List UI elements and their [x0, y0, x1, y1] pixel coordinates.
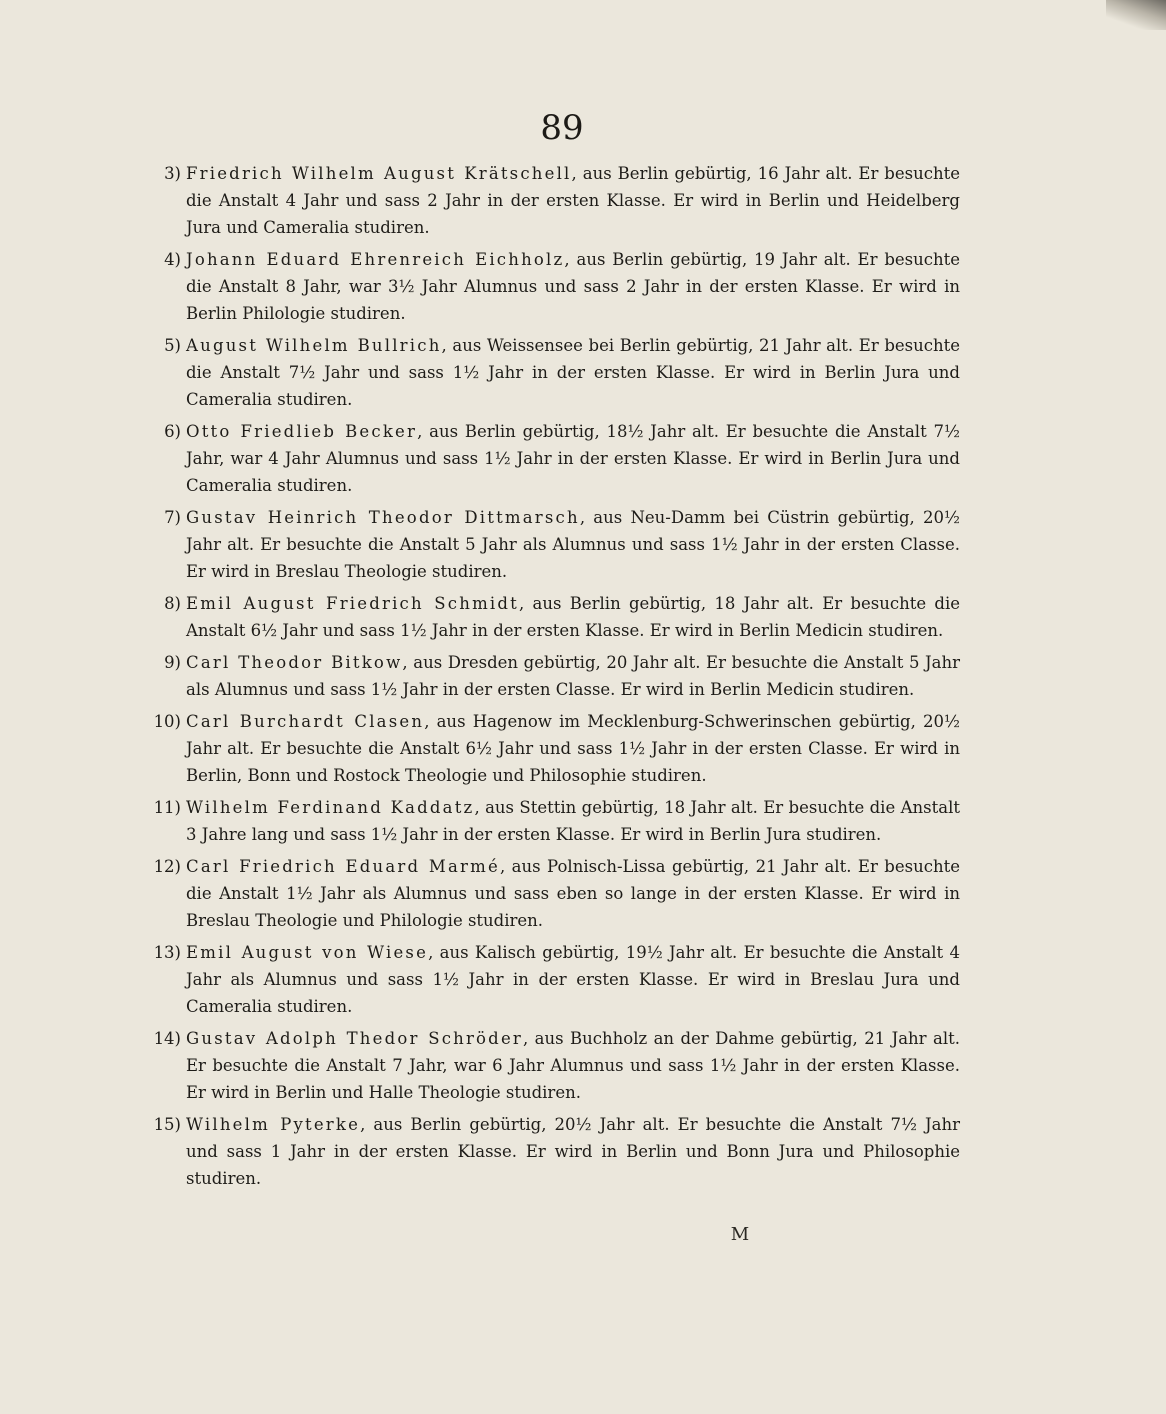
entry-text: , aus Neu-Damm bei Cüstrin gebürtig, 20½ Jahr alt. Er besuchte die Anstalt 5 Jahr als Alumnus und sass 1½ Jahr in der ersten Classe. Er wird in Breslau Theologie studiren. [186, 508, 960, 581]
list-item [145, 649, 960, 703]
entry-text: , aus Berlin gebürtig, 19 Jahr alt. Er besuchte die Anstalt 8 Jahr, war 3½ Jahr Alumnus und sass 2 Jahr in der ersten Klasse. Er wird in Berlin Philologie studiren. [186, 250, 961, 323]
entry-number: 15) [153, 1115, 181, 1134]
entry-number: 10) [153, 712, 181, 731]
entry-text: , aus Kalisch gebürtig, 19½ Jahr alt. Er besuchte die Anstalt 4 Jahr als Alumnus und sass 1½ Jahr in der ersten Klasse. Er wird in Breslau Jura und Cameralia studiren. [186, 943, 960, 1016]
entry-number: 14) [153, 1029, 181, 1048]
entry-text: , aus Stettin gebürtig, 18 Jahr alt. Er besuchte die Anstalt 3 Jahre lang und sass 1½ Jahr in der ersten Klasse. Er wird in Berlin Jura studiren. [186, 798, 960, 844]
entry-list [145, 160, 960, 1197]
entry-text: , aus Hagenow im Mecklenburg-Schwerinschen gebürtig, 20½ Jahr alt. Er besuchte die Anstalt 6½ Jahr und sass 1½ Jahr in der ersten Classe. Er wird in Berlin, Bonn und Rostock Theologie und Philosophie studiren. [186, 712, 960, 785]
entry-text: , aus Berlin gebürtig, 18½ Jahr alt. Er besuchte die Anstalt 7½ Jahr, war 4 Jahr Alumnus und sass 1½ Jahr in der ersten Klasse. Er wird in Berlin Jura und Cameralia studiren. [186, 422, 960, 495]
student-name: August Wilhelm Bullrich [186, 336, 442, 355]
list-item [145, 504, 960, 585]
page-corner-shadow [1106, 0, 1166, 30]
entry-text: , aus Buchholz an der Dahme gebürtig, 21 Jahr alt. Er besuchte die Anstalt 7 Jahr, war 6 Jahr Alumnus und sass 1½ Jahr in der ersten Klasse. Er wird in Berlin und Halle Theologie studiren. [186, 1029, 960, 1102]
student-name: Gustav Heinrich Theodor Dittmarsch [186, 508, 580, 527]
student-name: Friedrich Wilhelm August Krätschell [186, 164, 572, 183]
entry-number: 4) [164, 250, 181, 269]
entry-number: 12) [153, 857, 181, 876]
signature-mark: M [730, 1224, 750, 1245]
entry-number: 11) [153, 798, 181, 817]
list-item [145, 708, 960, 789]
entry-number: 7) [164, 508, 181, 527]
list-item [145, 1025, 960, 1106]
page-number: 89 [540, 108, 584, 148]
entry-number: 9) [164, 653, 181, 672]
student-name: Carl Burchardt Clasen [186, 712, 425, 731]
list-item [145, 794, 960, 848]
student-name: Johann Eduard Ehrenreich Eichholz [186, 250, 565, 269]
entry-number: 5) [164, 336, 181, 355]
entry-number: 6) [164, 422, 181, 441]
entry-number: 8) [164, 594, 181, 613]
list-item [145, 1111, 960, 1192]
entry-text: , aus Berlin gebürtig, 20½ Jahr alt. Er besuchte die Anstalt 7½ Jahr und sass 1 Jahr in der ersten Klasse. Er wird in Berlin und Bonn Jura und Philosophie studiren. [186, 1115, 960, 1188]
entry-text: , aus Dresden gebürtig, 20 Jahr alt. Er besuchte die Anstalt 5 Jahr als Alumnus und sass 1½ Jahr in der ersten Classe. Er wird in Berlin Medicin studiren. [186, 653, 961, 699]
entry-text: , aus Polnisch-Lissa gebürtig, 21 Jahr alt. Er besuchte die Anstalt 1½ Jahr als Alumnus und sass eben so lange in der ersten Klasse. Er wird in Breslau Theologie und Philologie studiren. [186, 857, 960, 930]
student-name: Wilhelm Ferdinand Kaddatz [186, 798, 475, 817]
entry-number: 13) [153, 943, 181, 962]
list-item [145, 418, 960, 499]
entry-text: , aus Weissensee bei Berlin gebürtig, 21 Jahr alt. Er besuchte die Anstalt 7½ Jahr und sass 1½ Jahr in der ersten Klasse. Er wird in Berlin Jura und Cameralia studiren. [186, 336, 961, 409]
student-name: Carl Theodor Bitkow [186, 653, 403, 672]
entry-text: , aus Berlin gebürtig, 18 Jahr alt. Er besuchte die Anstalt 6½ Jahr und sass 1½ Jahr in der ersten Klasse. Er wird in Berlin Medicin studiren. [186, 594, 960, 640]
student-name: Otto Friedlieb Becker [186, 422, 418, 441]
entry-text: , aus Berlin gebürtig, 16 Jahr alt. Er besuchte die Anstalt 4 Jahr und sass 2 Jahr in der ersten Klasse. Er wird in Berlin und Heidelberg Jura und Cameralia studiren. [186, 164, 960, 237]
list-item [145, 939, 960, 1020]
list-item [145, 853, 960, 934]
student-name: Wilhelm Pyterke [186, 1115, 361, 1134]
student-name: Carl Friedrich Eduard Marmé [186, 857, 500, 876]
student-name: Emil August von Wiese [186, 943, 429, 962]
list-item [145, 160, 960, 241]
list-item [145, 246, 960, 327]
student-name: Emil August Friedrich Schmidt [186, 594, 519, 613]
entry-number: 3) [164, 164, 181, 183]
list-item [145, 590, 960, 644]
list-item [145, 332, 960, 413]
student-name: Gustav Adolph Thedor Schröder [186, 1029, 523, 1048]
